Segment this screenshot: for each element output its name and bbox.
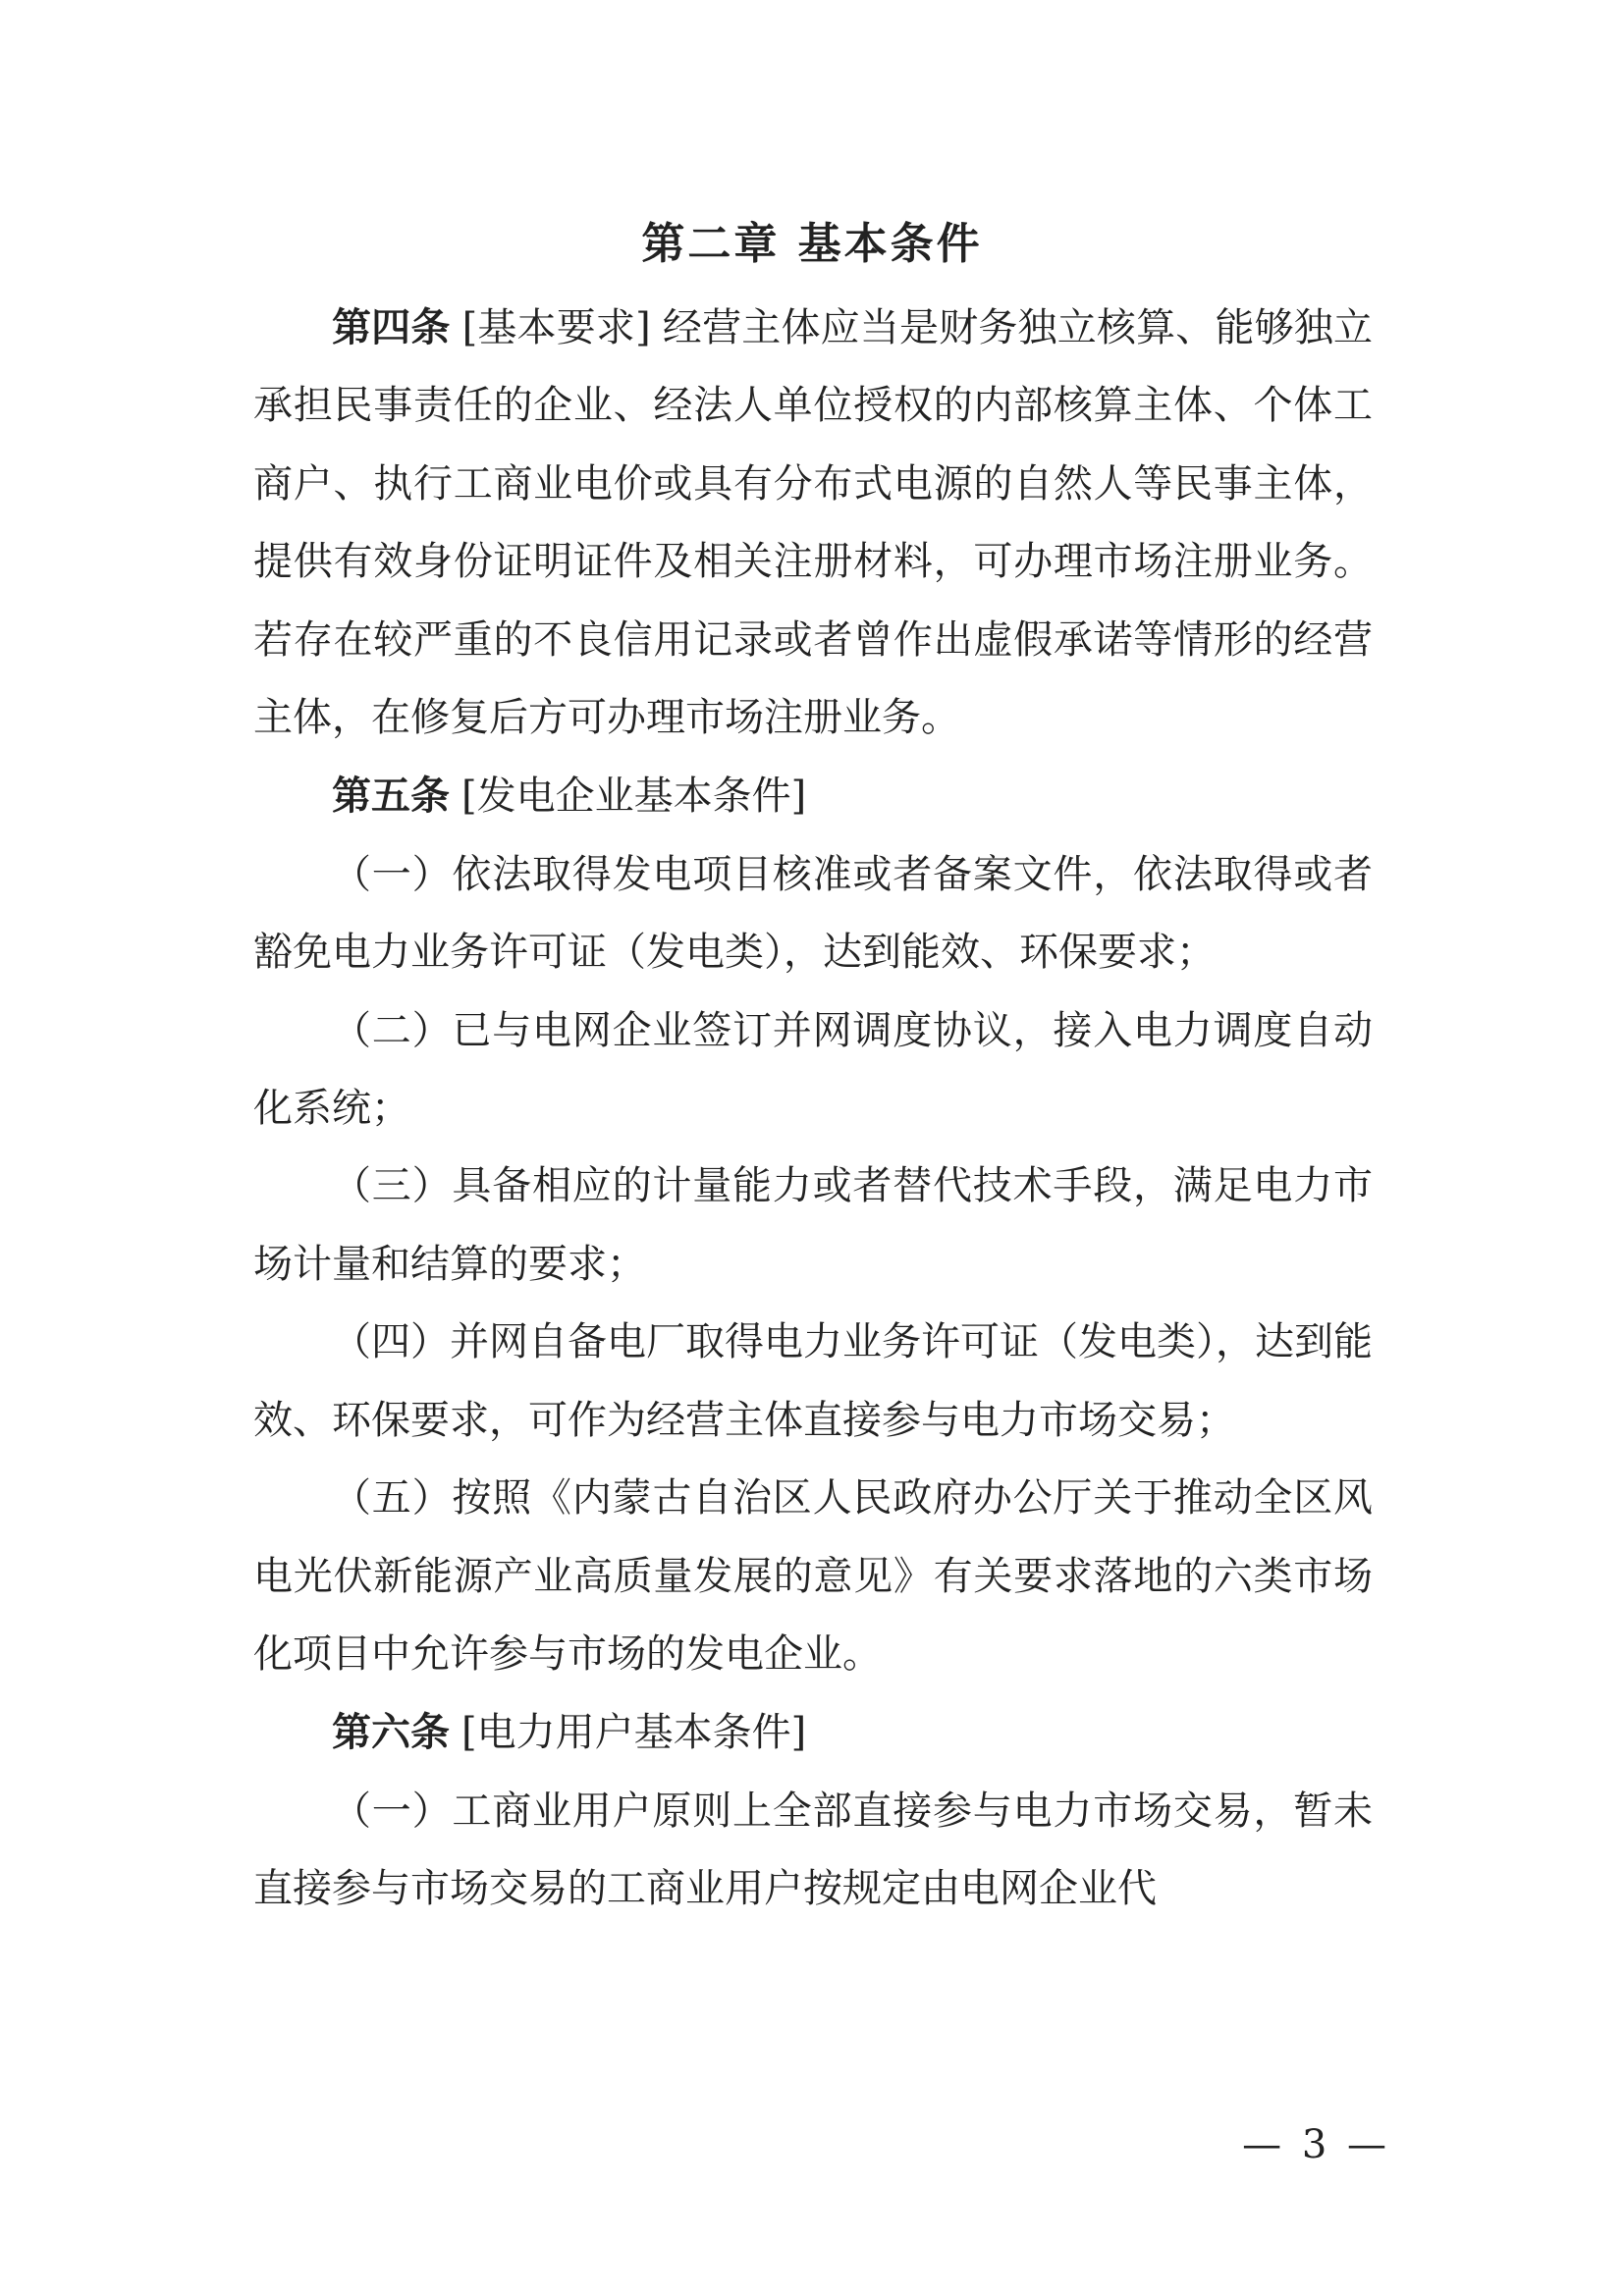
article-4-heading: [基本要求] (461, 305, 651, 350)
article-6-item-1: （一）工商业用户原则上全部直接参与电力市场交易，暂未直接参与市场交易的工商业用户按规定由电网企业代 (253, 1788, 1373, 1912)
article-4 (253, 289, 1373, 757)
article-5-title (253, 757, 1373, 835)
article-5-item-4: （四）并网自备电厂取得电力业务许可证（发电类），达到能效、环保要求，可作为经营主体直接参与电力市场交易； (253, 1319, 1373, 1443)
article-5-item-5: （五）按照《内蒙古自治区人民政府办公厅关于推动全区风电光伏新能源产业高质量发展的意见》有关要求落地的六类市场化项目中允许参与市场的发电企业。 (253, 1475, 1373, 1677)
page-number: — 3 — (1242, 2122, 1390, 2167)
article-4-body: 经营主体应当是财务独立核算、能够独立承担民事责任的企业、经法人单位授权的内部核算主体、个体工商户、执行工商业电价或具有分布式电源的自然人等民事主体，提供有效身份证明证件及相关注册材料，可办理市场注册业务。若存在较严重的不良信用记录或者曾作出虚假承诺等情形的经营主体，在修复后方可办理市场注册业务。 (253, 305, 1374, 741)
document-body (253, 289, 1373, 1929)
article-5-number: 第五条 (332, 773, 450, 820)
article-5-item-3: （三）具备相应的计量能力或者替代技术手段，满足电力市场计量和结算的要求； (253, 1163, 1373, 1287)
article-6-title (253, 1693, 1373, 1772)
article-6-heading: [电力用户基本条件] (461, 1710, 807, 1756)
article-5-item-1: （一）依法取得发电项目核准或者备案文件，依法取得或者豁免电力业务许可证（发电类），达到能效、环保要求； (253, 851, 1373, 976)
article-4-number: 第四条 (332, 304, 451, 350)
article-6-number: 第六条 (332, 1709, 450, 1756)
chapter-title: 第二章 基本条件 (641, 219, 983, 269)
article-5-item-2: （二）已与电网企业签订并网调度协议，接入电力调度自动化系统； (253, 1007, 1373, 1132)
article-5-heading: [发电企业基本条件] (461, 774, 807, 820)
